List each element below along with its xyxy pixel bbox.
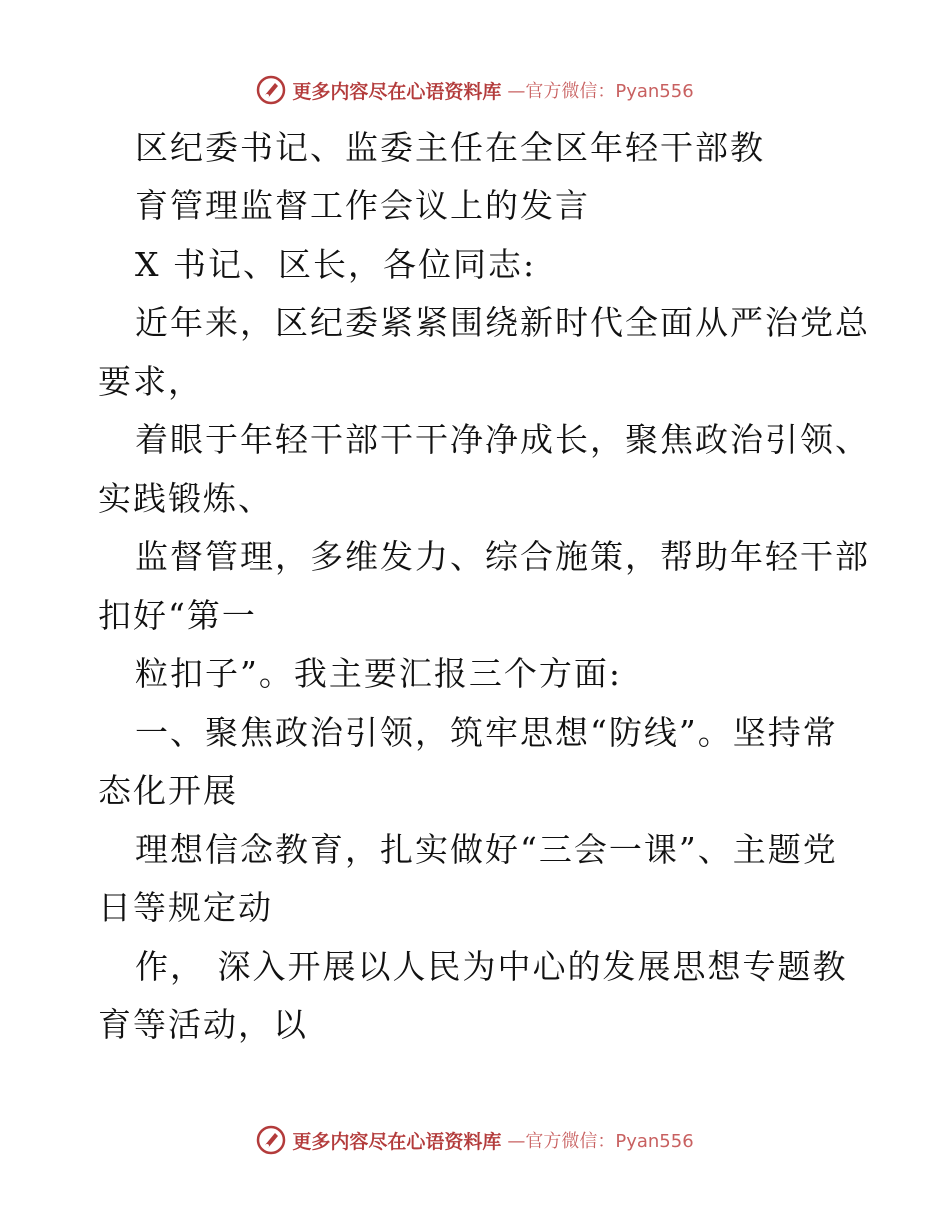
paragraph-line: 作， 深入开展以人民为中心的发展思想专题教 [135,947,848,986]
paragraph-line: 着眼于年轻干部干干净净成长，聚焦政治引领、 [135,420,870,459]
title-line-2: 育管理监督工作会议上的发言 [135,186,590,225]
section-heading-line: 一、聚焦政治引领，筑牢思想“防线”。坚持常 [135,713,838,752]
watermark-wechat: —官方微信：Pyan556 [507,81,694,102]
salutation: X 书记、区长，各位同志: [135,245,537,284]
paragraph-line: 实践锻炼、 [98,479,273,518]
paragraph-line: 日等规定动 [98,888,273,927]
paragraph-line: 要求， [98,362,203,401]
watermark-wechat: —官方微信：Pyan556 [507,1131,694,1152]
paragraph-line: 理想信念教育，扎实做好“三会一课”、主题党 [135,830,838,869]
watermark-text: 更多内容尽在心语资料库 [292,80,502,103]
footer-watermark [0,1120,950,1160]
logo-icon [256,1125,286,1155]
paragraph-line: 粒扣子”。我主要汇报三个方面: [135,654,622,693]
paragraph-line: 监督管理，多维发力、综合施策，帮助年轻干部 [135,537,870,576]
header-watermark [0,70,950,110]
paragraph-line: 扣好“第一 [98,596,257,635]
logo-icon [256,75,286,105]
watermark-text: 更多内容尽在心语资料库 [292,1130,502,1153]
paragraph-line: 育等活动，以 [98,1005,308,1044]
paragraph-line: 近年来，区纪委紧紧围绕新时代全面从严治党总 [135,303,870,342]
title-line-1: 区纪委书记、监委主任在全区年轻干部教 [135,128,765,167]
paragraph-line: 态化开展 [98,771,238,810]
